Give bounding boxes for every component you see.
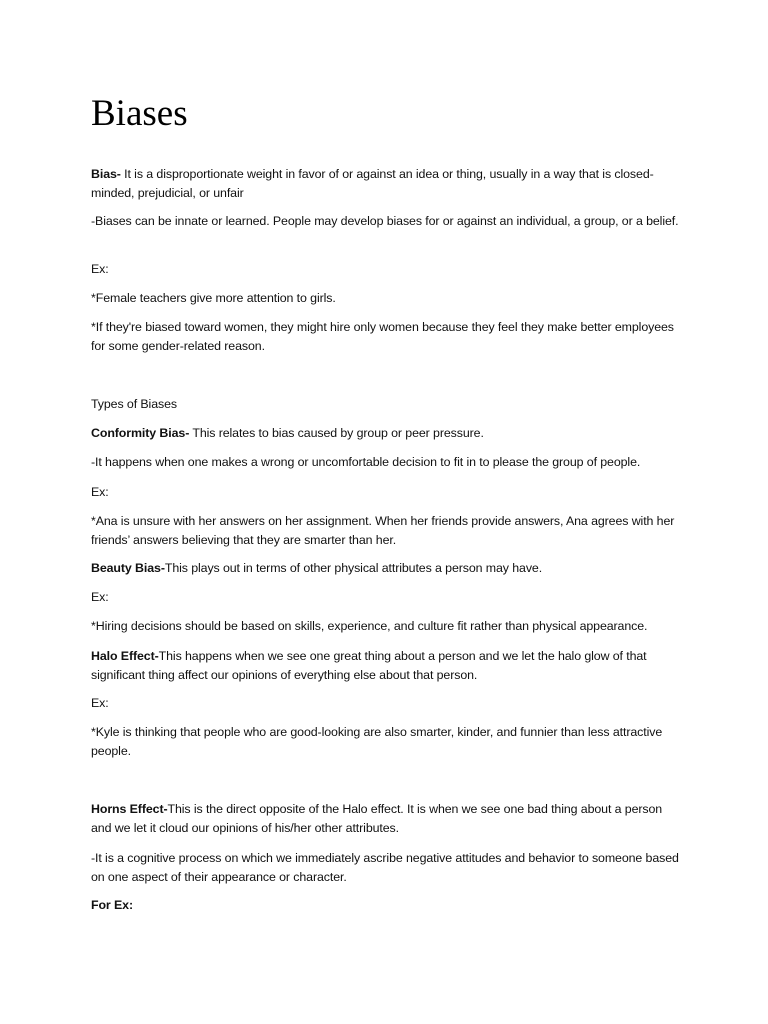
paragraph: [91, 318, 681, 355]
paragraph: [91, 453, 681, 472]
term-label: Halo Effect-: [91, 649, 159, 663]
term-label: Beauty Bias-: [91, 561, 165, 575]
paragraph: [91, 512, 681, 549]
term-label: For Ex:: [91, 898, 133, 912]
paragraph-text: It is a disproportionate weight in favor of or against an idea or thing, usually in a way that is closed-minded, prejudicial, or unfair: [91, 167, 654, 200]
paragraph-for-example: [91, 896, 681, 915]
term-label: Conformity Bias-: [91, 426, 190, 440]
paragraph: [91, 694, 681, 713]
paragraph-text: *Hiring decisions should be based on skills, experience, and culture fit rather than physical appearance.: [91, 619, 648, 633]
paragraph-halo-effect: [91, 647, 681, 684]
paragraph: [91, 260, 681, 279]
paragraph-text: Ex:: [91, 485, 109, 499]
paragraph-text: -Biases can be innate or learned. People may develop biases for or against an individual, a group, or a belief.: [91, 214, 679, 228]
paragraph: [91, 849, 681, 886]
paragraph-text: -It happens when one makes a wrong or uncomfortable decision to fit in to please the group of people.: [91, 455, 641, 469]
paragraph: [91, 588, 681, 607]
paragraph-text: Ex:: [91, 262, 109, 276]
paragraph-text: -It is a cognitive process on which we immediately ascribe negative attitudes and behavior to someone based on one aspect of their appearance or character.: [91, 851, 679, 884]
paragraph: [91, 212, 681, 231]
section-heading: [91, 395, 681, 414]
paragraph-text: *Kyle is thinking that people who are good-looking are also smarter, kinder, and funnier than less attractive people.: [91, 725, 663, 758]
paragraph-beauty-bias: [91, 559, 681, 578]
paragraph-text: *If they're biased toward women, they might hire only women because they feel they make better employees for some gender-related reason.: [91, 320, 674, 353]
paragraph-conformity-bias: [91, 424, 681, 443]
paragraph-horns-effect: [91, 800, 681, 837]
paragraph-text: Ex:: [91, 590, 109, 604]
term-label: Bias-: [91, 167, 121, 181]
paragraph: [91, 483, 681, 502]
paragraph: [91, 289, 681, 308]
paragraph-text: *Female teachers give more attention to girls.: [91, 291, 336, 305]
paragraph: [91, 723, 681, 760]
paragraph-text: This happens when we see one great thing about a person and we let the halo glow of that significant thing affect our opinions of everything else about that person.: [91, 649, 647, 682]
page-title: Biases: [91, 93, 188, 134]
paragraph: [91, 617, 681, 636]
paragraph-text: This relates to bias caused by group or peer pressure.: [189, 426, 484, 440]
paragraph-bias-definition: [91, 165, 681, 202]
paragraph-text: Ex:: [91, 696, 109, 710]
paragraph-text: *Ana is unsure with her answers on her assignment. When her friends provide answers, Ana agrees with her friends’ answers believing that they are smarter than her.: [91, 514, 675, 547]
paragraph-text: This plays out in terms of other physical attributes a person may have.: [164, 561, 543, 575]
term-label: Horns Effect-: [91, 802, 168, 816]
paragraph-text: Types of Biases: [91, 397, 177, 411]
paragraph-text: This is the direct opposite of the Halo effect. It is when we see one bad thing about a person and we let it cloud our opinions of his/her other attributes.: [91, 802, 663, 835]
